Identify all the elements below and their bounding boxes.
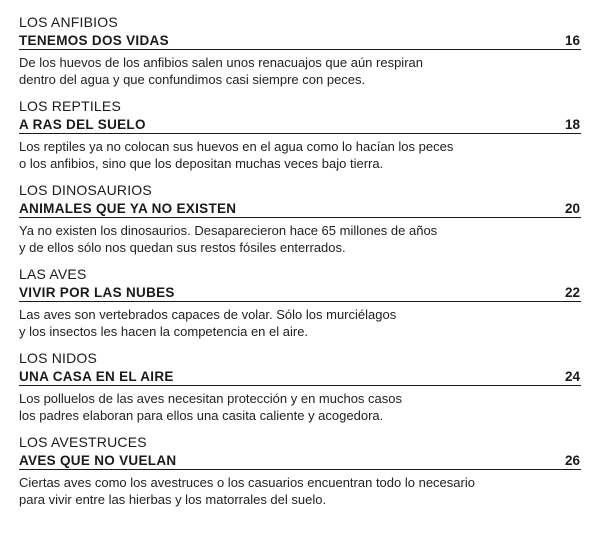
- title-row: [19, 199, 581, 218]
- description-line: y los insectos les hacen la competencia en el aire.: [19, 324, 309, 339]
- chapter-description: [19, 54, 499, 88]
- page-number: 26: [564, 453, 580, 468]
- chapter-title: AVES QUE NO VUELAN: [19, 453, 177, 468]
- section-category: LOS AVESTRUCES: [19, 434, 147, 450]
- chapter-title: ANIMALES QUE YA NO EXISTEN: [19, 201, 237, 216]
- chapter-description: [19, 474, 499, 508]
- title-row: [19, 283, 581, 302]
- toc-entry-nidos: [19, 350, 581, 434]
- page-number: 24: [564, 369, 580, 384]
- chapter-title: VIVIR POR LAS NUBES: [19, 285, 175, 300]
- chapter-title: TENEMOS DOS VIDAS: [19, 33, 169, 48]
- description-line: los padres elaboran para ellos una casita caliente y acogedora.: [19, 408, 384, 423]
- toc-entry-dinosaurios: [19, 182, 581, 266]
- page-number: 22: [564, 285, 580, 300]
- toc-entry-avestruces: [19, 434, 581, 518]
- description-line: para vivir entre las hierbas y los matorrales del suelo.: [19, 492, 327, 507]
- description-line: o los anfibios, sino que los depositan muchas veces bajo tierra.: [19, 156, 384, 171]
- section-category: LAS AVES: [19, 266, 87, 282]
- section-category: LOS ANFIBIOS: [19, 14, 118, 30]
- title-row: [19, 451, 581, 470]
- table-of-contents: [19, 14, 581, 518]
- section-category: LOS NIDOS: [19, 350, 98, 366]
- toc-entry-anfibios: [19, 14, 581, 98]
- section-category: LOS DINOSAURIOS: [19, 182, 152, 198]
- description-line: Los polluelos de las aves necesitan protección y en muchos casos: [19, 391, 402, 406]
- chapter-description: [19, 390, 499, 424]
- description-line: Los reptiles ya no colocan sus huevos en el agua como lo hacían los peces: [19, 139, 454, 154]
- description-line: dentro del agua y que confundimos casi siempre con peces.: [19, 72, 366, 87]
- description-line: Ya no existen los dinosaurios. Desaparecieron hace 65 millones de años: [19, 223, 438, 238]
- title-row: [19, 367, 581, 386]
- title-row: [19, 115, 581, 134]
- chapter-title: A RAS DEL SUELO: [19, 117, 146, 132]
- page-number: 18: [564, 117, 580, 132]
- chapter-description: [19, 222, 499, 256]
- chapter-title: UNA CASA EN EL AIRE: [19, 369, 174, 384]
- page-number: 20: [564, 201, 580, 216]
- description-line: Ciertas aves como los avestruces o los casuarios encuentran todo lo necesario: [19, 475, 475, 490]
- chapter-description: [19, 306, 499, 340]
- chapter-description: [19, 138, 499, 172]
- description-line: y de ellos sólo nos quedan sus restos fósiles enterrados.: [19, 240, 346, 255]
- toc-entry-aves: [19, 266, 581, 350]
- description-line: Las aves son vertebrados capaces de volar. Sólo los murciélagos: [19, 307, 397, 322]
- page-number: 16: [564, 33, 580, 48]
- description-line: De los huevos de los anfibios salen unos renacuajos que aún respiran: [19, 55, 423, 70]
- section-category: LOS REPTILES: [19, 98, 121, 114]
- toc-entry-reptiles: [19, 98, 581, 182]
- title-row: [19, 31, 581, 50]
